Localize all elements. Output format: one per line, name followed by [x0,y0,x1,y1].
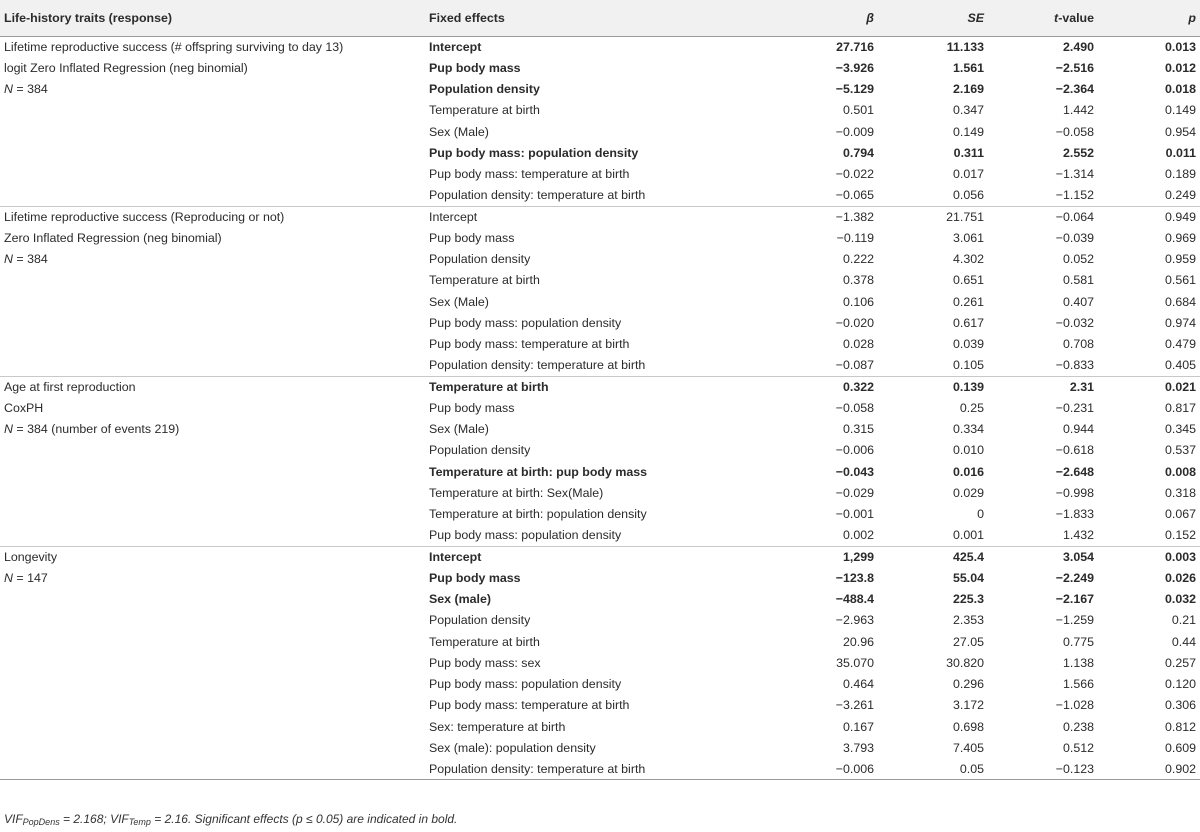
p-value: 0.306 [1164,698,1196,713]
effect-name: Population density [429,252,531,267]
se-value: 0.001 [952,528,984,543]
beta-value: −1.382 [835,209,874,224]
header-t-suffix: -value [1058,10,1094,25]
beta-value: 0.106 [842,294,874,309]
t-value: 2.552 [1062,145,1094,160]
effect-name: Population density [429,613,531,628]
se-value: 27.05 [952,634,984,649]
se-value: 0.334 [952,422,984,437]
se-value: 0.311 [953,145,984,160]
p-value: 0.405 [1164,358,1196,373]
beta-value: 1,299 [842,549,874,564]
effect-name: Population density [429,443,531,458]
p-value: 0.013 [1164,39,1196,54]
p-value: 0.018 [1164,82,1196,97]
header-fixed-effects: Fixed effects [425,0,800,36]
header-t-value [988,0,1098,36]
response-line: Zero Inflated Regression (neg binomial) [4,230,222,245]
beta-value: 0.464 [842,677,874,692]
header-p: p [1098,0,1200,36]
beta-value: −3.926 [835,60,874,75]
p-value: 0.812 [1164,719,1196,734]
t-value: −0.039 [1055,230,1094,245]
t-value: −2.364 [1055,82,1094,97]
effect-name: Sex: temperature at birth [429,719,566,734]
t-value: −0.058 [1055,124,1094,139]
p-value: 0.032 [1164,592,1196,607]
p-value: 0.067 [1164,507,1196,522]
se-value: 21.751 [946,209,984,224]
beta-value: −0.119 [836,230,874,245]
t-value: 2.490 [1062,39,1094,54]
effect-name: Pup body mass: temperature at birth [429,698,630,713]
beta-value: −0.020 [835,315,874,330]
table-footnote [4,812,457,827]
effect-name: Population density: temperature at birth [429,188,646,203]
effect-name: Intercept [429,549,482,564]
beta-value: −0.009 [835,124,874,139]
p-value: 0.974 [1164,315,1196,330]
beta-value: 3.793 [842,740,874,755]
p-value: 0.152 [1164,528,1196,543]
t-value: 2.31 [1069,379,1094,394]
p-value: 0.684 [1164,294,1196,309]
se-value: 11.133 [946,39,984,54]
se-value: 0.010 [952,443,984,458]
sample-size-value: = 384 (number of events 219) [12,422,180,436]
se-value: 2.353 [952,613,984,628]
beta-value: −2.963 [835,613,874,628]
effect-name: Pup body mass: population density [429,677,622,692]
beta-value: 0.167 [842,719,874,734]
t-value: 0.238 [1062,719,1094,734]
sample-size-value: = 384 [12,252,48,266]
trait-group [0,546,1200,780]
p-value: 0.021 [1164,379,1196,394]
se-value: 0.016 [952,464,984,479]
effect-name: Intercept [429,209,478,224]
p-value: 0.479 [1164,337,1196,352]
effect-name: Pup body mass [429,570,521,585]
p-value: 0.44 [1171,634,1196,649]
se-value: 30.820 [946,655,984,670]
t-value: 1.442 [1062,103,1094,118]
sample-size-value: = 147 [12,570,48,585]
se-value: 0.617 [952,315,984,330]
effect-name: Pup body mass: sex [429,655,541,670]
effect-name: Temperature at birth [429,634,540,649]
header-t-italic: t [1054,10,1059,25]
beta-value: −123.8 [835,570,874,585]
beta-value: −0.001 [835,507,874,522]
se-value: 0.347 [952,103,984,118]
se-value: 0.05 [959,761,984,776]
effect-name: Temperature at birth: population density [429,507,647,522]
footnote-vif-temp-sub: Temp [128,817,151,827]
effect-name: Population density: temperature at birth [429,761,646,776]
response-cell [0,546,425,780]
response-cell [0,36,425,206]
response-line: Longevity [4,549,58,564]
t-value: 3.054 [1062,549,1094,564]
p-value: 0.817 [1164,400,1196,415]
se-value: 0.149 [952,124,984,139]
t-value: −0.618 [1055,443,1094,458]
t-value: −0.064 [1055,209,1094,224]
beta-value: −488.4 [835,592,874,607]
p-value: 0.345 [1164,422,1196,437]
effect-name: Pup body mass: population density [429,528,622,543]
trait-group [0,376,1200,546]
beta-value: −0.065 [835,188,874,203]
sample-size [4,419,421,440]
beta-value: 0.378 [842,273,874,288]
p-value: 0.120 [1164,677,1196,692]
se-value: 0.056 [952,188,984,203]
beta-value: 27.716 [836,39,874,54]
effect-name: Population density [429,82,540,97]
t-value: −1.314 [1055,167,1094,182]
beta-value: 0.028 [842,337,874,352]
t-value: 1.138 [1062,655,1094,670]
p-value: 0.026 [1164,570,1196,585]
t-value: −1.259 [1055,613,1094,628]
header-beta: β [800,0,878,36]
sample-size-label: N [4,570,13,585]
t-value: −1.152 [1055,188,1094,203]
se-value: 0.651 [952,273,984,288]
effect-name: Sex (male) [429,592,491,607]
se-value: 7.405 [952,740,984,755]
response-cell [0,206,425,376]
t-value: 0.708 [1062,337,1094,352]
footnote-vif-popdens-base: VIF [4,812,23,826]
t-value: 1.432 [1062,528,1094,543]
response-cell [0,376,425,546]
effect-name: Temperature at birth [429,103,540,118]
sample-size [4,249,421,270]
beta-value: 0.222 [842,252,874,267]
table-row [0,206,1200,227]
p-value: 0.561 [1164,273,1196,288]
p-value: 0.318 [1164,485,1196,500]
se-value: 2.169 [952,82,984,97]
se-value: 0.139 [952,379,984,394]
p-value: 0.011 [1165,145,1196,160]
t-value: −2.516 [1055,60,1094,75]
footnote-vif-popdens-sub: PopDens [22,817,60,827]
t-value: −0.998 [1055,485,1094,500]
se-value: 0.261 [952,294,984,309]
table-row [0,36,1200,57]
trait-group [0,206,1200,376]
sample-size-label: N [4,252,13,266]
t-value: −0.231 [1055,400,1094,415]
response-line: CoxPH [4,400,44,415]
p-value: 0.902 [1164,761,1196,776]
beta-value: −0.043 [835,464,874,479]
effect-name: Pup body mass [429,230,515,245]
beta-value: −0.029 [835,485,874,500]
header-se: SE [878,0,988,36]
footnote-vif-popdens-value: = 2.168; [59,812,111,826]
se-value: 0 [977,507,984,522]
header-response: Life-history traits (response) [0,0,425,36]
effect-name: Sex (Male) [429,294,489,309]
beta-value: 0.315 [842,422,874,437]
t-value: 0.775 [1062,634,1094,649]
sample-size [4,568,421,589]
beta-value: −0.006 [835,761,874,776]
p-value: 0.189 [1164,167,1196,182]
p-value: 0.012 [1164,60,1196,75]
beta-value: −0.022 [835,167,874,182]
effect-name: Pup body mass [429,60,521,75]
se-value: 225.3 [952,592,984,607]
t-value: −2.249 [1055,570,1094,585]
effect-name: Intercept [429,39,482,54]
se-value: 425.4 [952,549,984,564]
response-line: Lifetime reproductive success (Reproducing or not) [4,209,285,224]
p-value: 0.003 [1164,549,1196,564]
t-value: −1.028 [1055,698,1094,713]
effect-name: Pup body mass: population density [429,145,639,160]
response-line: Lifetime reproductive success (# offspring surviving to day 13) [4,39,344,54]
t-value: 0.407 [1062,294,1094,309]
response-line: Age at first reproduction [4,379,136,394]
effect-name: Sex (male): population density [429,740,596,755]
sample-size [4,79,421,100]
p-value: 0.949 [1164,209,1196,224]
p-value: 0.149 [1164,103,1196,118]
sample-size-label: N [4,422,13,436]
beta-value: 20.96 [842,634,874,649]
t-value: −0.123 [1055,761,1094,776]
t-value: −2.648 [1055,464,1094,479]
se-value: 0.105 [952,358,984,373]
p-value: 0.609 [1164,740,1196,755]
effect-name: Sex (Male) [429,124,489,139]
beta-value: 0.501 [842,103,874,118]
t-value: −1.833 [1055,507,1094,522]
beta-value: −5.129 [835,82,874,97]
se-value: 55.04 [952,570,984,585]
footnote-vif-temp-base: VIF [110,812,129,826]
p-value: 0.959 [1164,252,1196,267]
beta-value: −0.087 [835,358,874,373]
beta-value: 0.794 [842,145,874,160]
se-value: 0.25 [959,400,984,415]
footnote-vif-temp-value: = 2.16. Significant effects (p ≤ 0.05) are indicated in bold. [150,812,458,826]
se-value: 0.017 [952,167,984,182]
beta-value: 0.322 [842,379,874,394]
effect-name: Pup body mass: temperature at birth [429,337,630,352]
table-row [0,376,1200,397]
t-value: 0.512 [1062,740,1094,755]
p-value: 0.969 [1164,230,1196,245]
se-value: 4.302 [952,252,984,267]
t-value: −0.032 [1055,315,1094,330]
p-value: 0.537 [1164,443,1196,458]
p-value: 0.954 [1164,124,1196,139]
p-value: 0.21 [1171,613,1196,628]
effect-name: Pup body mass: temperature at birth [429,167,630,182]
p-value: 0.257 [1164,655,1196,670]
effect-name: Temperature at birth: Sex(Male) [429,485,604,500]
p-value: 0.008 [1164,464,1196,479]
effect-name: Temperature at birth: pup body mass [429,464,648,479]
t-value: 0.944 [1062,422,1094,437]
se-value: 3.172 [952,698,984,713]
p-value: 0.249 [1164,188,1196,203]
table-row [0,546,1200,567]
beta-value: −0.058 [835,400,874,415]
effect-name: Pup body mass [429,400,515,415]
effect-name: Sex (Male) [429,422,489,437]
beta-value: 35.070 [836,655,874,670]
se-value: 0.296 [952,677,984,692]
response-line: logit Zero Inflated Regression (neg binomial) [4,60,248,75]
beta-value: −0.006 [835,443,874,458]
t-value: −2.167 [1055,592,1094,607]
t-value: 0.052 [1062,252,1094,267]
se-value: 0.698 [952,719,984,734]
se-value: 0.039 [952,337,984,352]
sample-size-label: N [4,82,13,96]
sample-size-value: = 384 [12,82,48,96]
beta-value: 0.002 [842,528,874,543]
t-value: 1.566 [1062,677,1094,692]
effect-name: Temperature at birth [429,379,549,394]
table-header [0,0,1200,36]
trait-group [0,36,1200,206]
beta-value: −3.261 [835,698,874,713]
se-value: 0.029 [952,485,984,500]
se-value: 3.061 [952,230,984,245]
effect-name: Population density: temperature at birth [429,358,646,373]
se-value: 1.561 [952,60,984,75]
effect-name: Temperature at birth [429,273,540,288]
effect-name: Pup body mass: population density [429,315,622,330]
t-value: −0.833 [1055,358,1094,373]
t-value: 0.581 [1062,273,1094,288]
